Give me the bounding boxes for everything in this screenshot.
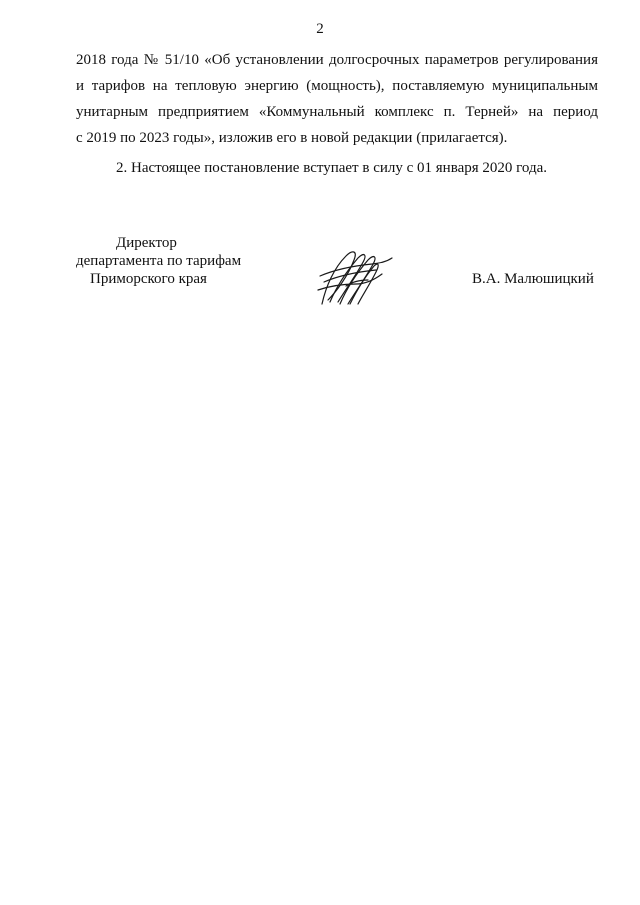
handwritten-signature-icon [316, 246, 394, 308]
signatory-title [76, 234, 276, 288]
paragraph-1-line: с 2019 по 2023 годы», изложив его в новой редакции (прилагается). [76, 130, 508, 146]
signatory-title-line: Директор [116, 235, 177, 251]
paragraph-1-line: 2018 года № 51/10 «Об установлении долгосрочных параметров регулирования [76, 52, 598, 68]
paragraph-2-text: 2. Настоящее постановление вступает в силу с 01 января 2020 года. [116, 160, 548, 176]
paragraph-1-line: и тарифов на тепловую энергию (мощность), поставляемую муниципальным [76, 78, 598, 94]
paragraph-1 [76, 47, 598, 151]
signatory-title-line: Приморского края [90, 271, 207, 287]
paragraph-1-line: унитарным предприятием «Коммунальный комплекс п. Терней» на период [76, 104, 598, 120]
paragraph-2 [76, 155, 598, 181]
page-number: 2 [316, 21, 324, 37]
signatory-title-line: департамента по тарифам [76, 253, 242, 269]
signer-name: В.А. Малюшицкий [472, 271, 594, 287]
